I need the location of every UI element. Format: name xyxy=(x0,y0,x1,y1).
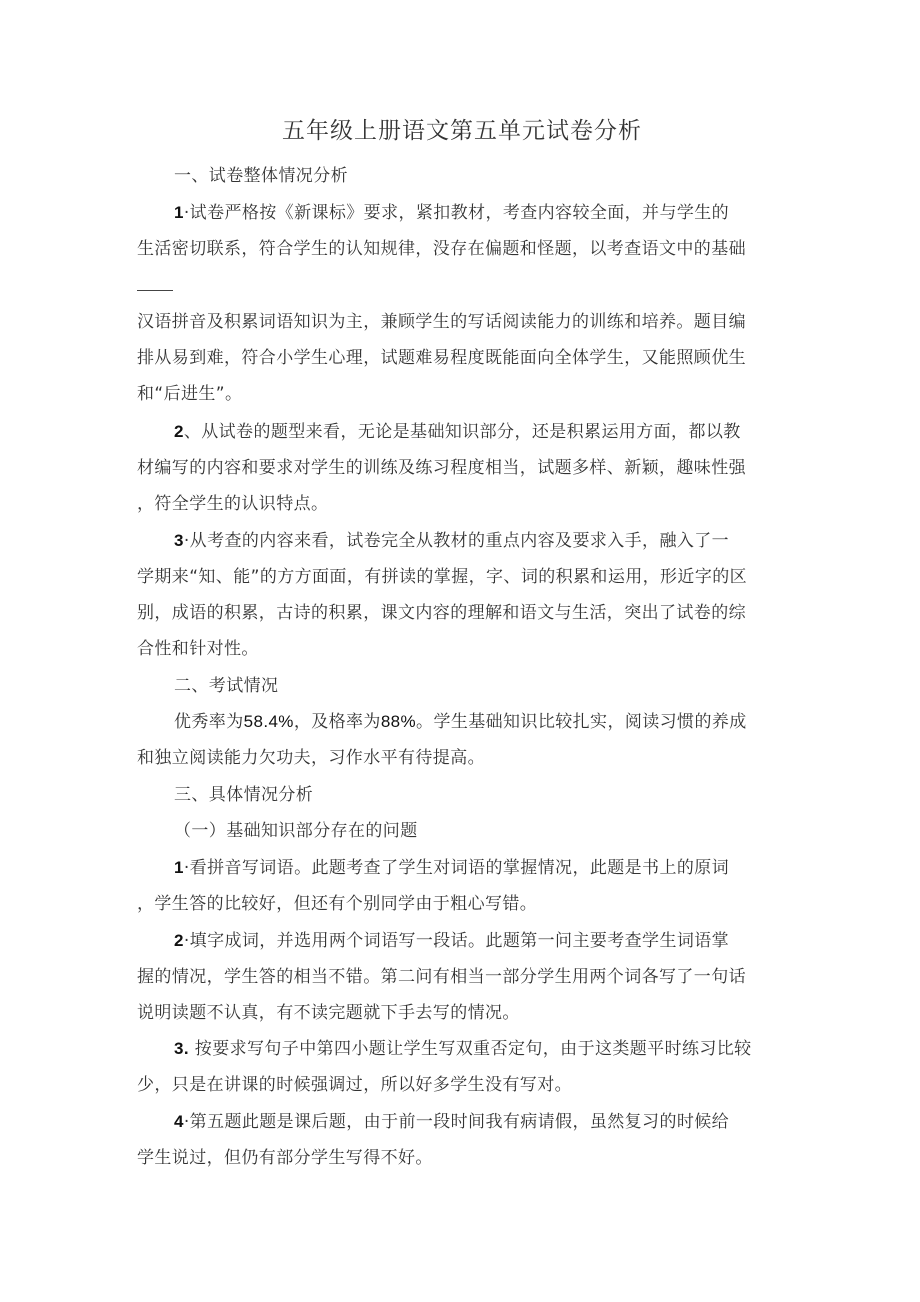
item-number: 1 xyxy=(174,203,184,222)
paragraph-1-line: 汉语拼音及积累词语知识为主，兼顾学生的写话阅读能力的训练和培养。题目编 xyxy=(137,312,746,332)
item-number: 2 xyxy=(174,931,184,950)
dash-rule xyxy=(137,290,173,291)
analysis-item-2-line: 握的情况，学生答的相当不错。第二问有相当一部分学生用两个词各写了一句话 xyxy=(137,967,746,987)
pass-rate: 88% xyxy=(380,712,417,731)
item-number: 4 xyxy=(174,1112,184,1131)
analysis-item-3-line: 3. 按要求写句子中第四小题让学生写双重否定句，由于这类题平时练习比较 xyxy=(174,1039,752,1059)
analysis-item-2-line: 说明读题不认真，有不读完题就下手去写的情况。 xyxy=(137,1003,520,1023)
analysis-item-1-line: ，学生答的比较好，但还有个别同学由于粗心写错。 xyxy=(137,894,538,914)
paragraph-3-line: 3·从考查的内容来看，试卷完全从教材的重点内容及要求入手，融入了一 xyxy=(174,531,730,551)
page-title: 五年级上册语文第五单元试卷分析 xyxy=(282,118,642,144)
section-heading-2: 二、考试情况 xyxy=(174,676,279,696)
analysis-item-4-line: 4·第五题此题是课后题，由于前一段时间我有病请假，虽然复习的时候给 xyxy=(174,1112,730,1132)
excellent-rate: 58.4% xyxy=(243,712,294,731)
analysis-item-4-line: 学生说过，但仍有部分学生写得不好。 xyxy=(137,1148,433,1168)
paragraph-1-line: 排从易到难，符合小学生心理，试题难易程度既能面向全体学生，又能照顾优生 xyxy=(137,348,746,368)
item-number: 2 xyxy=(174,422,184,441)
analysis-item-3-line: 少，只是在讲课的时候强调过，所以好多学生没有写对。 xyxy=(137,1075,572,1095)
item-number: 3 xyxy=(174,531,184,550)
paragraph-1-line: 和“后进生”。 xyxy=(137,384,243,404)
paragraph-1-line: 1·试卷严格按《新课标》要求，紧扣教材，考查内容较全面，并与学生的 xyxy=(174,203,730,223)
analysis-item-1-line: 1·看拼音写词语。此题考查了学生对词语的掌握情况，此题是书上的原词 xyxy=(174,858,730,878)
paragraph-2-line: 材编写的内容和要求对学生的训练及练习程度相当，试题多样、新颖，趣味性强 xyxy=(137,458,746,478)
exam-stats-line: 优秀率为58.4%，及格率为88%。学生基础知识比较扎实，阅读习惯的养成 xyxy=(174,712,747,732)
paragraph-1-line: 生活密切联系，符合学生的认知规律，没存在偏题和怪题，以考查语文中的基础 xyxy=(137,239,746,259)
item-number: 3. xyxy=(174,1039,189,1058)
paragraph-3-line: 合性和针对性。 xyxy=(137,639,259,659)
exam-stats-line: 和独立阅读能力欠功夫，习作水平有待提高。 xyxy=(137,748,485,768)
paragraph-2-line: ，符全学生的认识特点。 xyxy=(137,494,329,514)
paragraph-3-line: 别，成语的积累，古诗的积累，课文内容的理解和语文与生活，突出了试卷的综 xyxy=(137,603,746,623)
section-heading-3: 三、具体情况分析 xyxy=(174,785,314,805)
paragraph-2-line: 2、从试卷的题型来看，无论是基础知识部分，还是积累运用方面，都以教 xyxy=(174,422,741,442)
paragraph-3-line: 学期来“知、能”的方方面面，有拼读的掌握，字、词的积累和运用，形近字的区 xyxy=(137,567,748,587)
analysis-item-2-line: 2·填字成词，并选用两个词语写一段话。此题第一问主要考查学生词语掌 xyxy=(174,931,730,951)
item-number: 1 xyxy=(174,858,184,877)
section-heading-1: 一、试卷整体情况分析 xyxy=(174,166,348,186)
subsection-heading-1: （一）基础知识部分存在的问题 xyxy=(174,821,418,841)
